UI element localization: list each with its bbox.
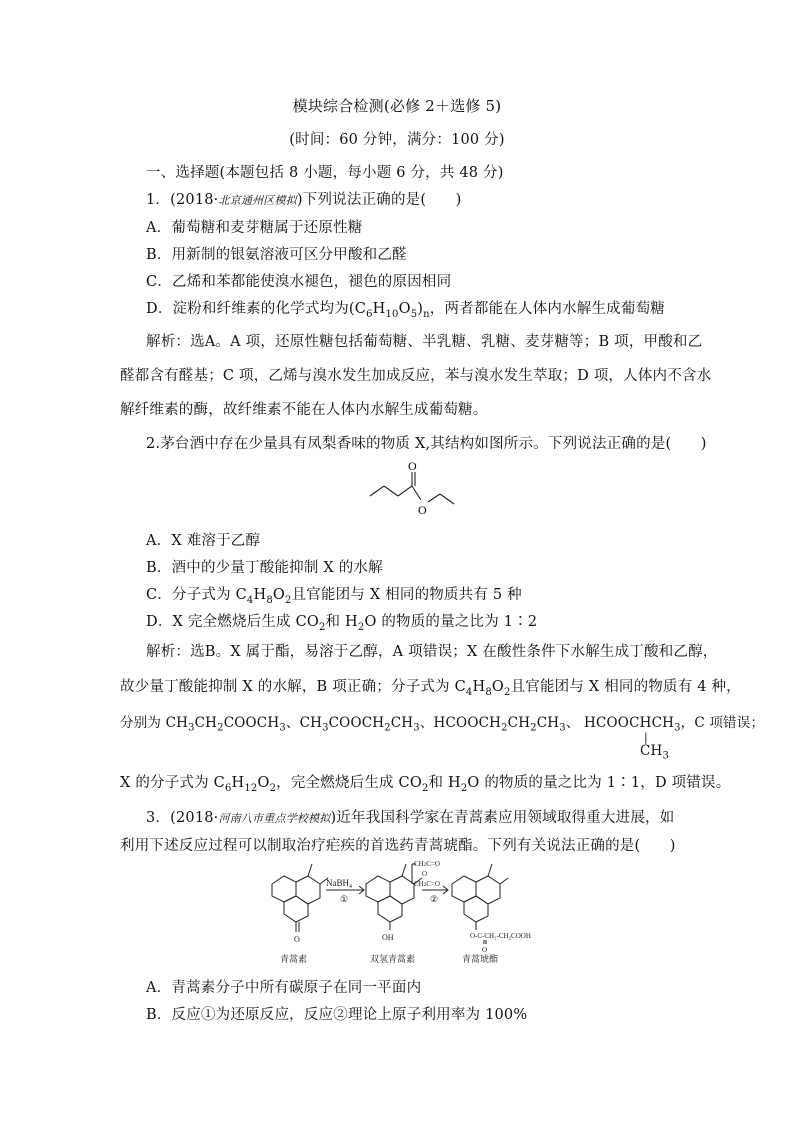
bond: [384, 486, 398, 496]
q1-answer-line-3: 解纤维素的酶，故纤维素不能在人体内水解生成葡萄糖。: [120, 402, 488, 418]
bond: [370, 486, 384, 496]
bond: [402, 864, 406, 876]
label-dihydroartemisinin: 双氢青蒿素: [370, 954, 416, 964]
q2-answer-line-4: X 的分子式为 $C_6H_{12}O_2$，完全燃烧后生成 $CO_2$和 $H_2O$ 的物质的量之比为 1∶1，D 项错误。: [120, 775, 731, 794]
q1-option-c: C．乙烯和苯都能使溴水褪色，褪色的原因相同: [146, 274, 452, 290]
reagent-nabh4: NaBH$_4$: [326, 878, 352, 890]
ring: [476, 876, 500, 904]
step-2: ②: [430, 894, 439, 904]
q2-option-b: B．酒中的少量丁酸能抑制 X 的水解: [146, 560, 383, 576]
hydroxyl: OH: [382, 933, 394, 942]
ethyl-butanoate-structure: [360, 458, 470, 520]
label-artesunate: 青蒿琥酯: [462, 954, 499, 964]
anhydride-bottom: CH2C=O: [414, 880, 440, 888]
question-3-stem-line-2: 利用下述反应过程可以制取治疗疟疾的首选药青蒿琥酯。下列有关说法正确的是( ): [120, 838, 676, 854]
bond: [428, 494, 440, 502]
label-artemisinin: 青蒿素: [280, 954, 308, 964]
side-chain-o: O: [482, 946, 488, 954]
q1-option-a: A．葡萄糖和麦芽糖属于还原性糖: [146, 220, 363, 236]
question-3-stem-line-1: 3．(2018·河南八市重点学校模拟)近年我国科学家在青蒿素应用领域取得重大进展，如: [146, 810, 675, 826]
mol-label: O: [408, 459, 417, 473]
ring: [390, 876, 414, 904]
question-2-stem: 2.茅台酒中存在少量具有凤梨香味的物质 X,其结构如图所示。下列说法正确的是( ): [146, 436, 707, 452]
bond: [308, 864, 312, 876]
q2-answer-line-3: 分别为 $CH_3CH_2COOCH_3$、$CH_3COOCH_2CH_3$、$HCOOCH_2CH_2CH_3$、 $HCOOCHCH_3$ | $CH_3$ ，C 项错误；: [120, 715, 765, 762]
bond: [398, 486, 412, 496]
section-heading: 一、选择题(本题包括 8 小题，每小题 6 分，共 48 分): [146, 165, 504, 181]
artesunate-reaction-scheme: [262, 856, 574, 968]
q3-option-b: B．反应①为还原反应，反应②理论上原子利用率为 100%: [146, 1007, 528, 1023]
q1-answer-line-1: 解析：选A。A 项，还原性糖包括葡萄糖、半乳糖、乳糖、麦芽糖等；B 项，甲酸和乙: [146, 334, 703, 350]
bond: [488, 864, 492, 876]
page-subtitle: (时间：60 分钟，满分：100 分): [289, 132, 505, 148]
anhydride-top: CH2C=O: [414, 860, 440, 868]
ketone-o: O: [294, 935, 300, 944]
ring: [284, 896, 308, 922]
q1-option-b: B．用新制的银氨溶液可区分甲酸和乙醛: [146, 247, 407, 263]
q2-option-d: D．X 完全燃烧后生成 $CO_2$和 $H_2O$ 的物质的量之比为 1∶2: [146, 614, 538, 633]
q3-option-a: A．青蒿素分子中所有碳原子在同一平面内: [146, 980, 422, 996]
branch-methyl: $CH_3$: [640, 743, 670, 762]
q2-option-a: A．X 难溶于乙醇: [146, 533, 261, 549]
side-chain: O-C-CH₂-CH₂COOH: [470, 932, 531, 940]
q2-answer-line-1: 解析：选B。X 属于酯，易溶于乙醇，A 项错误；X 在酸性条件下水解生成丁酸和乙醇，: [146, 644, 718, 660]
anhydride-o: O: [422, 870, 428, 878]
branched-ester-formula: $HCOOCHCH_3$ | $CH_3$: [584, 715, 681, 762]
bond: [440, 494, 454, 504]
bond: [500, 878, 508, 884]
ring: [378, 896, 402, 922]
branch-bond: |: [644, 731, 648, 744]
bond: [412, 486, 421, 500]
q2-option-c: C．分子式为 $C_4H_8O_2$且官能团与 X 相同的物质共有 5 种: [146, 587, 522, 606]
page-title: 模块综合检测(必修 2＋选修 5): [292, 97, 502, 115]
mol-label: O: [418, 503, 427, 517]
question-1-stem: 1．(2018·北京通州区模拟)下列说法正确的是( ): [146, 192, 462, 208]
step-1: ①: [340, 894, 349, 904]
q2-answer-line-2: 故少量丁酸能抑制 X 的水解，B 项正确；分子式为 $C_4H_8O_2$且官能团与 X 相同的物质有 4 种，: [120, 679, 741, 698]
q1-option-d: D．淀粉和纤维素的化学式均为$(C_6H_{10}O_5)_n$，两者都能在人体内水解生成葡萄糖: [146, 301, 665, 320]
q1-answer-line-2: 醛都含有醛基；C 项，乙烯与溴水发生加成反应，苯与溴水发生萃取；D 项，人体内不含水: [120, 368, 712, 384]
ring: [464, 896, 488, 922]
ring: [296, 876, 320, 904]
